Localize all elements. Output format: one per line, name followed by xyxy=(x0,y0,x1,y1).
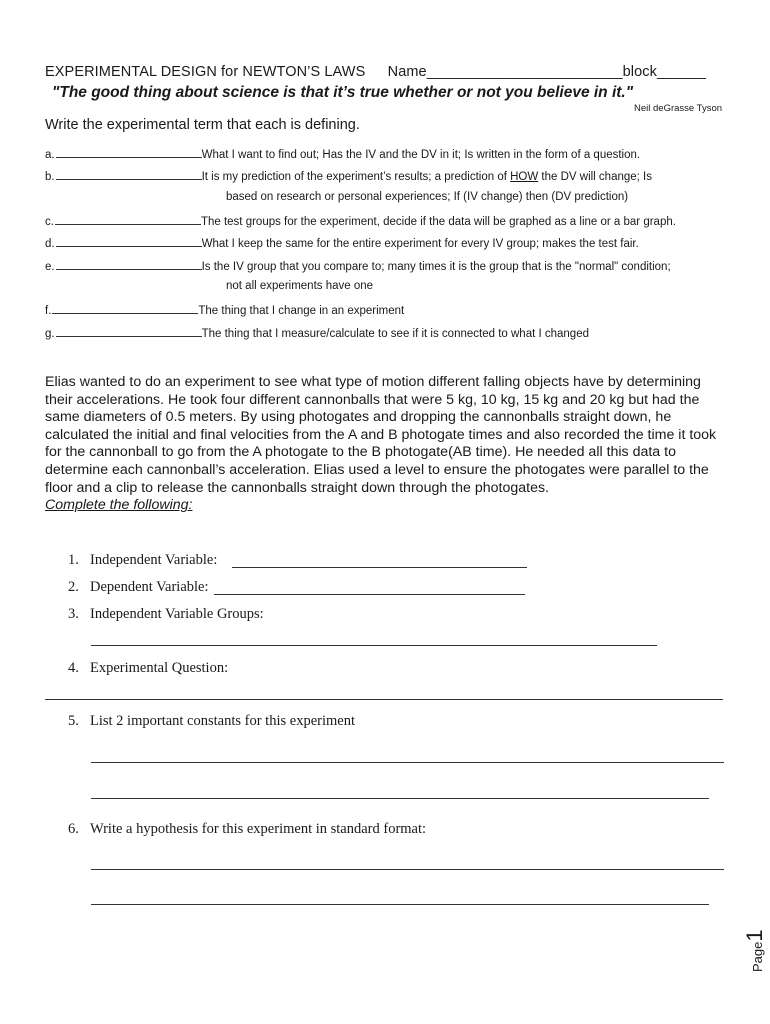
answer-line-6b[interactable] xyxy=(91,904,709,905)
question-3: 3. Independent Variable Groups: xyxy=(68,606,264,622)
term-item-a: a. What I want to find out; Has the IV and the DV in it; Is written in the form of a question. xyxy=(45,146,640,161)
page-number: Page1 xyxy=(742,929,767,972)
name-block-field: Name________________________block______ xyxy=(387,64,706,80)
answer-line-2[interactable] xyxy=(214,594,525,595)
worksheet-header xyxy=(45,64,706,80)
term-item-c: c. The test groups for the experiment, decide if the data will be graphed as a line or a bar graph. xyxy=(45,213,676,228)
term-blank-c[interactable] xyxy=(55,213,201,225)
question-6: 6. Write a hypothesis for this experiment in standard format: xyxy=(68,821,427,837)
term-blank-f[interactable] xyxy=(52,302,198,314)
quote-attribution: Neil deGrasse Tyson xyxy=(634,103,723,114)
question-1: 1. Independent Variable: xyxy=(68,552,218,568)
term-item-e: e. Is the IV group that you compare to; many times it is the group that is the "normal" condition; xyxy=(45,258,671,273)
term-blank-b[interactable] xyxy=(56,168,202,180)
term-blank-e[interactable] xyxy=(56,258,202,270)
instructions: Write the experimental term that each is defining. xyxy=(45,117,360,133)
term-e-continued: not all experiments have one xyxy=(226,280,374,292)
question-5: 5. List 2 important constants for this experiment xyxy=(68,713,355,729)
term-b-continued: based on research or personal experiences; If (IV change) then (DV prediction) xyxy=(226,191,629,203)
question-4: 4. Experimental Question: xyxy=(68,660,229,676)
term-blank-d[interactable] xyxy=(56,235,202,247)
answer-line-1[interactable] xyxy=(232,567,527,568)
term-item-f: f. The thing that I change in an experiment xyxy=(45,302,404,317)
term-item-b: b. It is my prediction of the experiment’s results; a prediction of HOW the DV will change; Is xyxy=(45,168,652,183)
answer-line-5b[interactable] xyxy=(91,798,709,799)
worksheet-title: EXPERIMENTAL DESIGN for NEWTON’S LAWS xyxy=(45,64,366,80)
term-item-d: d. What I keep the same for the entire experiment for every IV group; makes the test fair. xyxy=(45,235,639,250)
term-blank-g[interactable] xyxy=(56,325,202,337)
answer-line-4[interactable] xyxy=(45,699,723,700)
complete-label: Complete the following: xyxy=(45,497,193,514)
quote-text: "The good thing about science is that it’s true whether or not you believe in it." xyxy=(52,84,634,101)
term-item-g: g. The thing that I measure/calculate to see if it is connected to what I changed xyxy=(45,325,589,340)
answer-line-5a[interactable] xyxy=(91,762,724,763)
scenario-paragraph xyxy=(45,374,725,515)
answer-line-6a[interactable] xyxy=(91,869,724,870)
term-blank-a[interactable] xyxy=(56,146,202,158)
answer-line-3[interactable] xyxy=(91,645,657,646)
scenario-text: Elias wanted to do an experiment to see what type of motion different falling objects have by determining their accelerations. He took four different cannonballs that were 5 kg, 10 kg, 15 kg and 20 kg but had the same diameters of 0.5 meters. By using photogates and dropping the cannonballs straight down, he calculated the initial and final velocities from the A and B photogate times and also recorded the time it took for the cannonball to go from the A photogate to the B photogate(AB time). He needed all this data to determine each cannonball’s acceleration. Elias used a level to ensure the photogates were parallel to the floor and a clip to release the cannonballs straight down through the photogates. xyxy=(45,374,717,496)
question-2: 2. Dependent Variable: xyxy=(68,579,209,595)
